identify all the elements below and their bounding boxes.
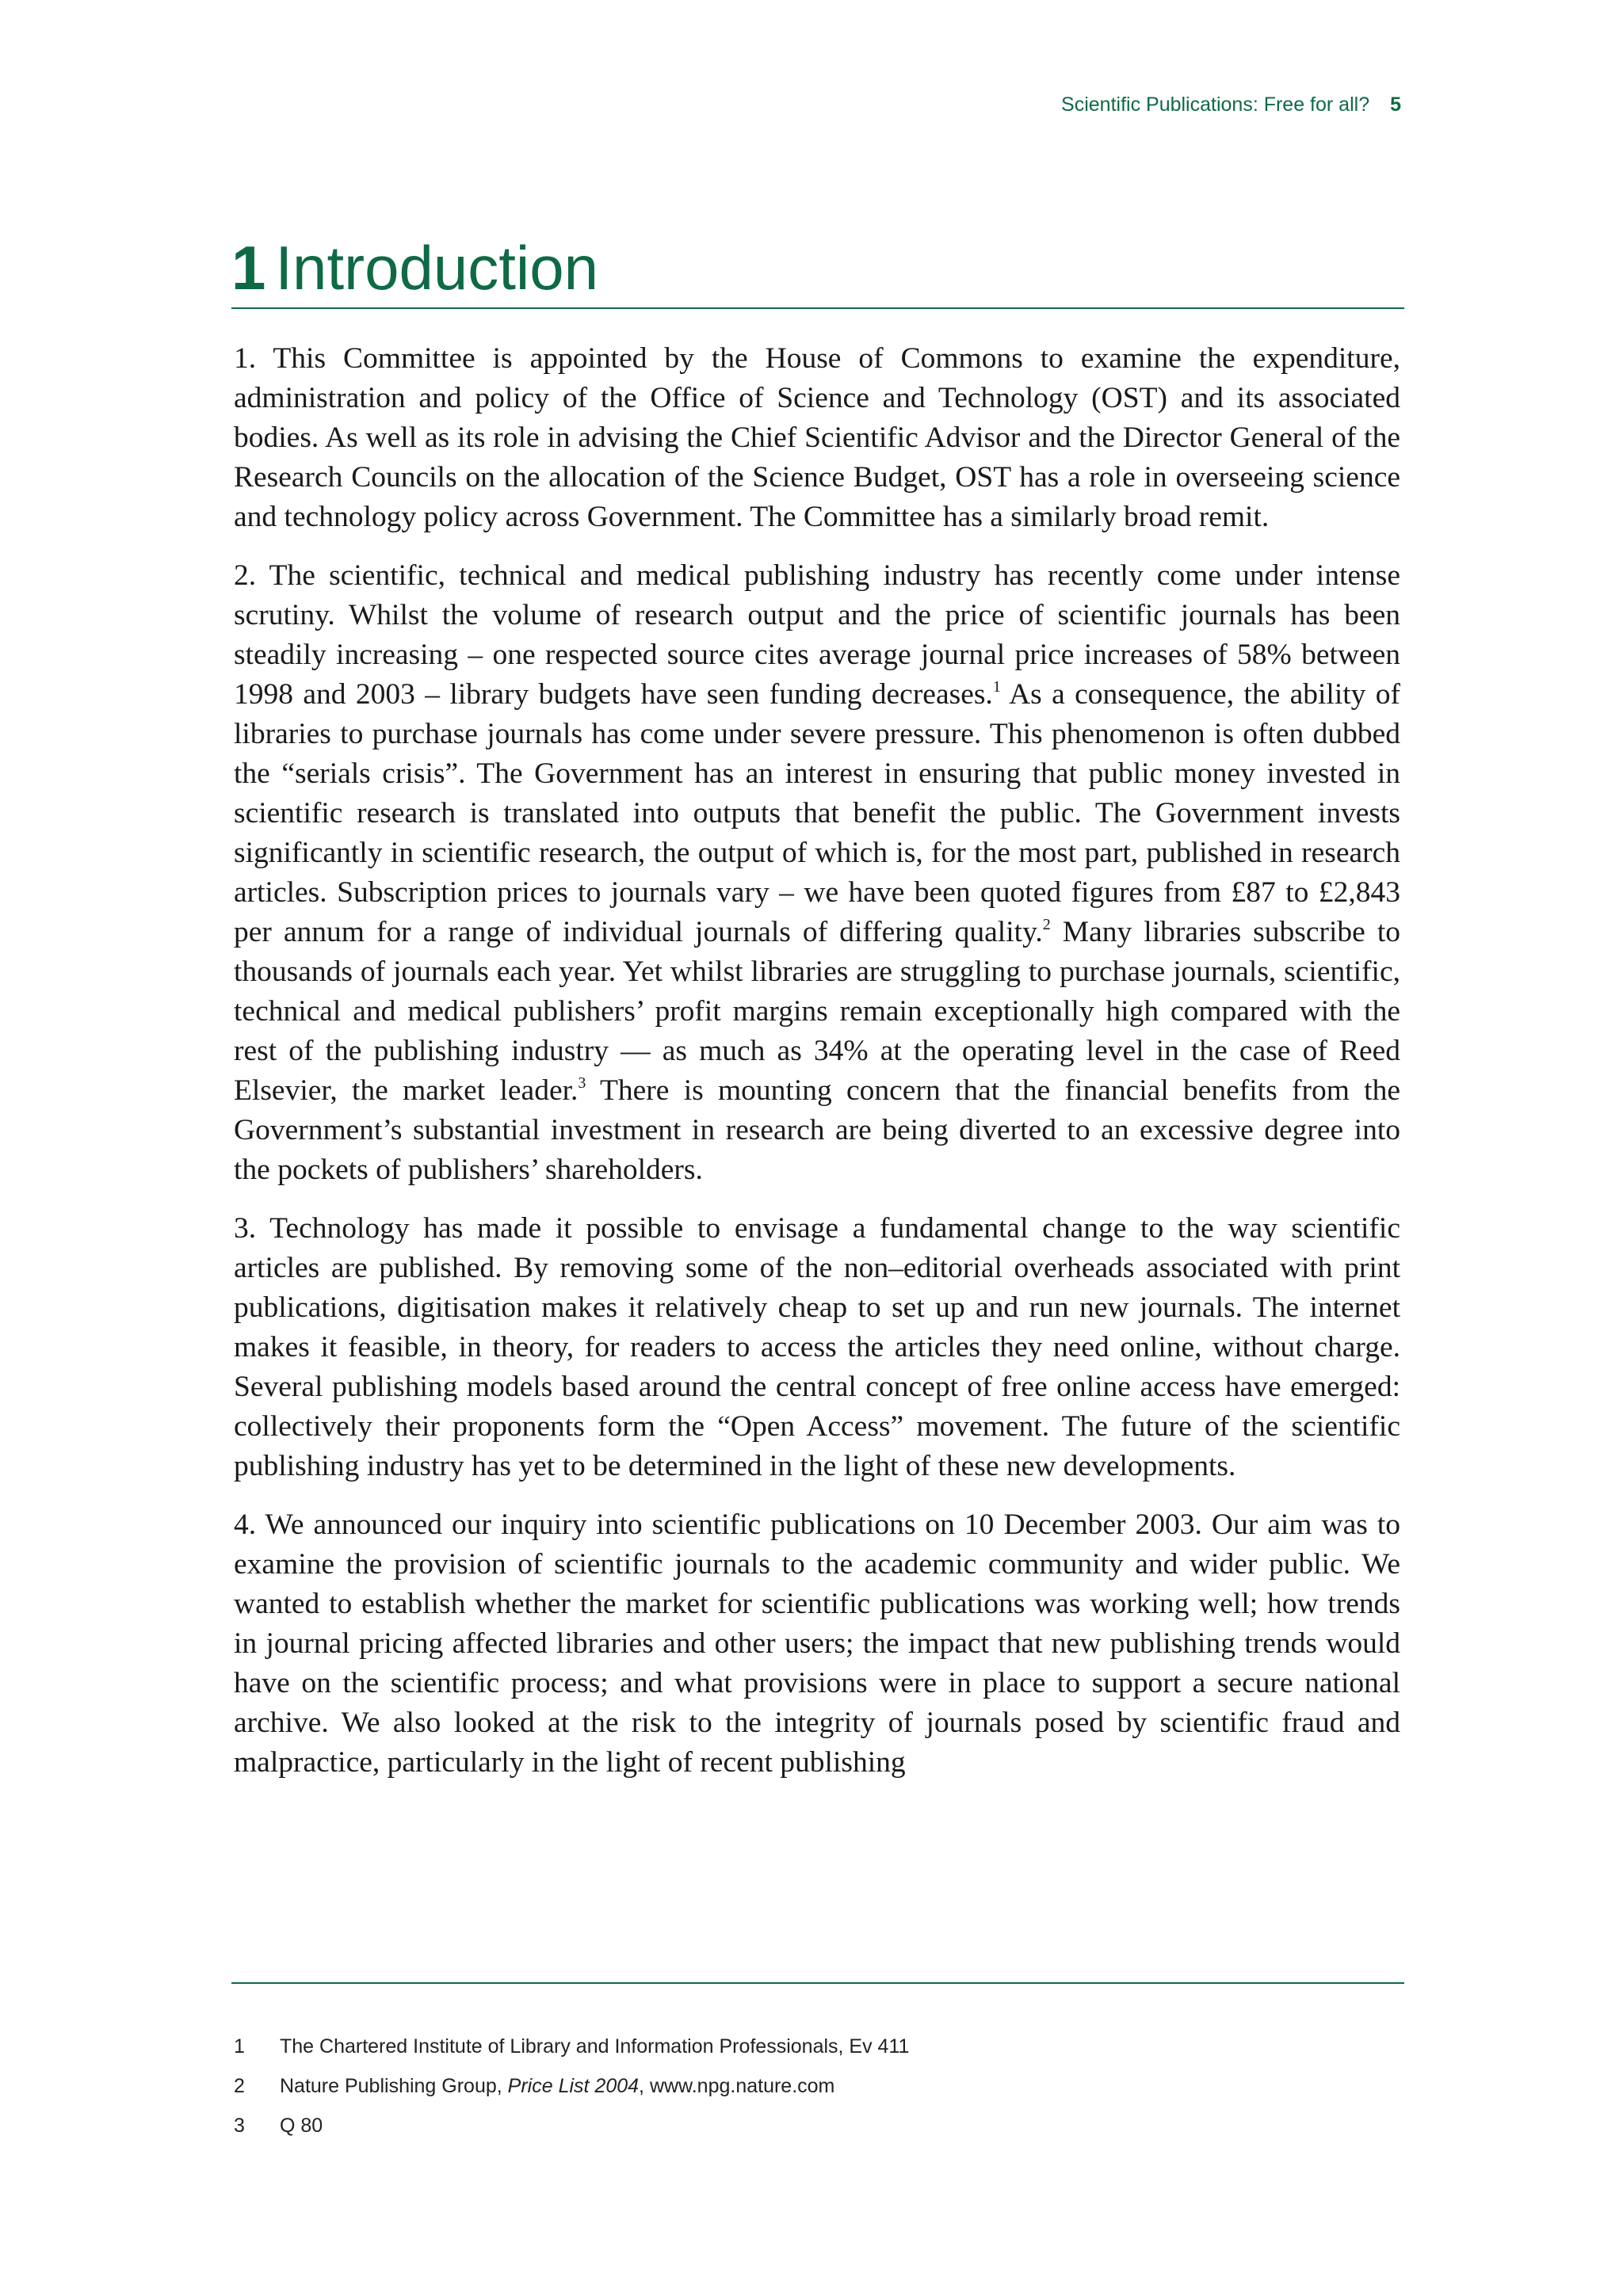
paragraph-2 bbox=[234, 556, 1400, 1190]
chapter-heading bbox=[231, 231, 1404, 309]
page-number: 5 bbox=[1390, 93, 1401, 116]
chapter-number: 1 bbox=[231, 233, 266, 303]
paragraph-2-text-b: As a consequence, the ability of libraries to purchase journals has come under severe pressure. This phenomenon is often dubbed the “serials crisis”. The Government has an interest in ensuring that public money invested in scientific research is translated into outputs that benefit the public. The Government invests significantly in scientific research, the output of which is, for the most part, published in research articles. Subscription prices to journals vary – we have been quoted figures from £87 to £2,843 per annum for a range of individual journals of differing quality. bbox=[234, 678, 1401, 948]
footnote-ref-2: 2 bbox=[1042, 916, 1051, 933]
footnote-number: 3 bbox=[234, 2114, 245, 2137]
footnote-text: Q 80 bbox=[280, 2114, 323, 2137]
chapter-title bbox=[231, 231, 1404, 304]
body-text bbox=[234, 339, 1400, 1802]
footnote-text-after: , www.npg.nature.com bbox=[639, 2074, 835, 2097]
footnote-text-before: Nature Publishing Group, bbox=[280, 2074, 508, 2097]
footnote-rule bbox=[231, 1982, 1404, 1984]
paragraph-1: 1. This Committee is appointed by the House of Commons to examine the expenditure, administration and policy of the Office of Science and Technology (OST) and its associated bodies. As well as its role in advising the Chief Scientific Advisor and the Director General of the Research Councils on the allocation of the Science Budget, OST has a role in overseeing science and technology policy across Government. The Committee has a similarly broad remit. bbox=[234, 342, 1400, 533]
footnote-text bbox=[280, 2075, 834, 2098]
footnote-2 bbox=[234, 2066, 1399, 2106]
footnote-ref-1: 1 bbox=[992, 678, 1001, 696]
paragraph-3: 3. Technology has made it possible to envisage a fundamental change to the way scientific articles are published. By removing some of the non–editorial overheads associated with print publications, digitisation makes it relatively cheap to set up and run new journals. The internet makes it feasible, in theory, for readers to access the articles they need online, without charge. Several publishing models based around the central concept of free online access have emerged: collectively their proponents form the “Open Access” movement. The future of the scientific publishing industry has yet to be determined in the light of these new developments. bbox=[234, 1212, 1400, 1482]
paragraph-2-text-a: 2. The scientific, technical and medical publishing industry has recently come under intense scrutiny. Whilst the volume of research output and the price of scientific journals has been steadily increasing – one respected source cites average journal price increases of 58% between 1998 and 2003 – library budgets have seen funding decreases. bbox=[234, 559, 1400, 711]
paragraph-4: 4. We announced our inquiry into scientific publications on 10 December 2003. Our aim was to examine the provision of scientific journals to the academic community and wider public. We wanted to establish whether the market for scientific publications was working well; how trends in journal pricing affected libraries and other users; the impact that new publishing trends would have on the scientific process; and what provisions were in place to support a secure national archive. We also looked at the risk to the integrity of journals posed by scientific fraud and malpractice, particularly in the light of recent publishing bbox=[234, 1508, 1400, 1779]
paragraph-2-text-c: Many libraries subscribe to thousands of journals each year. Yet whilst libraries are struggling to purchase journals, scientific, technical and medical publishers’ profit margins remain exceptionally high compared with the rest of the publishing industry — as much as 34% at the operating level in the case of Reed Elsevier, the market leader. bbox=[234, 916, 1400, 1107]
chapter-rule bbox=[231, 307, 1404, 309]
footnote-italic-title: Price List 2004 bbox=[507, 2074, 640, 2097]
footnotes bbox=[234, 2027, 1399, 2145]
footnote-3 bbox=[234, 2106, 1399, 2145]
paragraph-2-text-d: There is mounting concern that the financial benefits from the Government’s substantial investment in research are being diverted to an excessive degree into the pockets of publishers’ shareholders. bbox=[234, 1074, 1400, 1186]
chapter-title-text: Introduction bbox=[275, 233, 598, 303]
footnote-ref-3: 3 bbox=[578, 1074, 586, 1092]
footnote-1 bbox=[234, 2027, 1399, 2066]
header-title: Scientific Publications: Free for all? bbox=[1061, 93, 1370, 116]
footnote-number: 1 bbox=[234, 2035, 245, 2058]
footnote-text: The Chartered Institute of Library and Information Professionals, Ev 411 bbox=[280, 2035, 910, 2058]
footnote-number: 2 bbox=[234, 2074, 245, 2097]
running-header bbox=[1061, 93, 1401, 116]
